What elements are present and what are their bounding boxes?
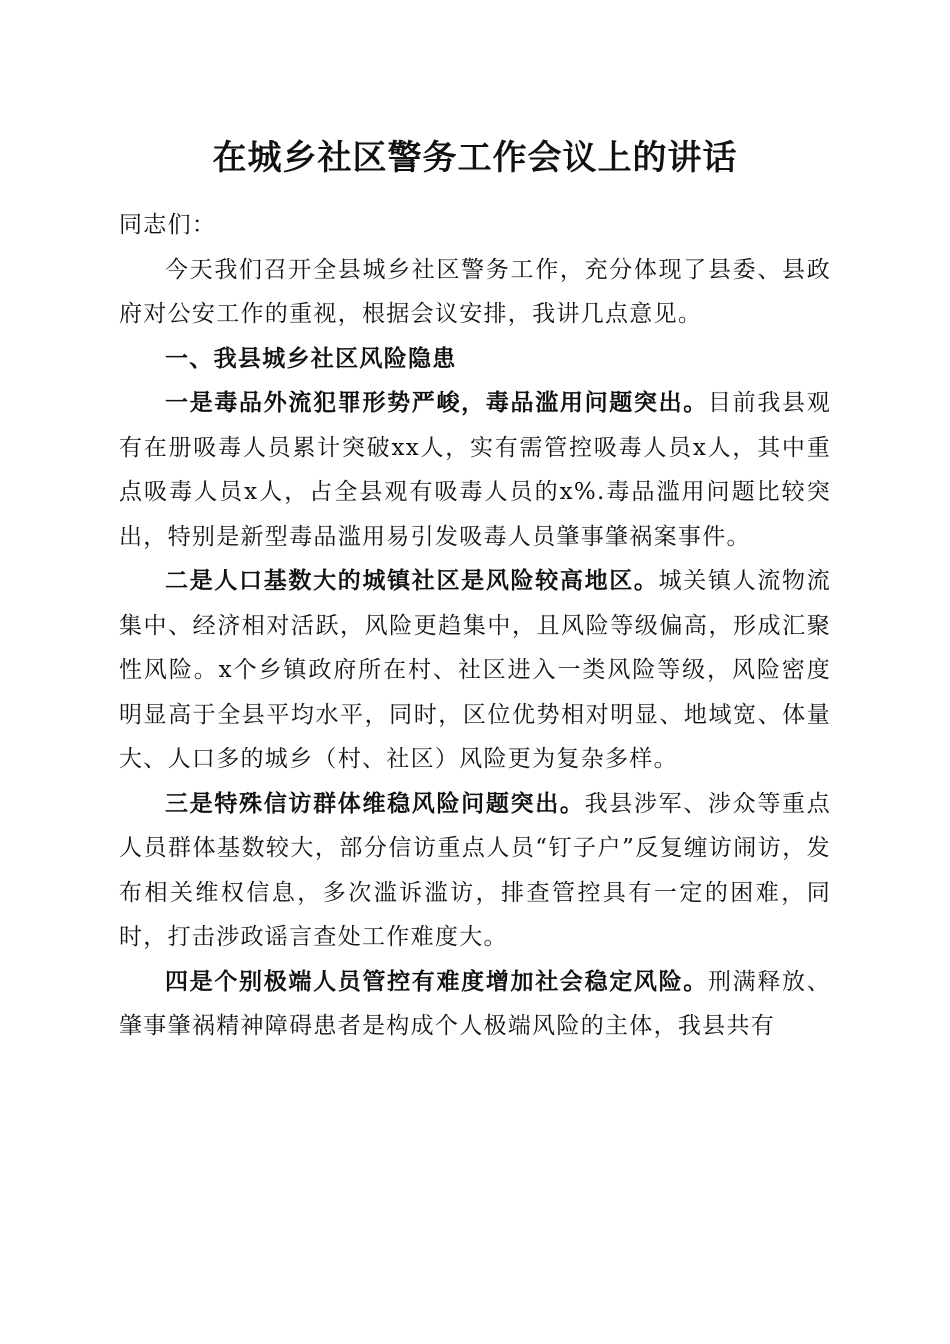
paragraph-lead: 四是个别极端人员管控有难度增加社会稳定风险。	[165, 967, 708, 995]
paragraph-lead: 三是特殊信访群体维稳风险问题突出。	[165, 789, 585, 817]
paragraph-lead: 二是人口基数大的城镇社区是风险较高地区。	[165, 567, 659, 594]
document-title: 在城乡社区警务工作会议上的讲话	[212, 138, 738, 178]
paragraph-text: 城关镇人流物流集中、经济相对活跃，风险更趋集中，且风险等级偏高，形成汇聚性风险。x个乡镇政府所在村、社区进入一类风险等级，风险密度明显高于全县平均水平，同时，区位优势相对明显、地域宽、体量大、人口多的城乡（村、社区）风险更为复杂多样。	[119, 568, 831, 772]
paragraph-item-4	[119, 960, 831, 1049]
salutation: 同志们：	[119, 212, 217, 238]
paragraph-item-2	[119, 559, 831, 782]
paragraph-text: 刑满释放、肇事肇祸精神障碍患者是构成个人极端风险的主体，我县共有	[119, 968, 831, 1039]
paragraph-lead: 一是毒品外流犯罪形势严峻，毒品滥用问题突出。	[165, 389, 708, 416]
paragraph-text: 目前我县观有在册吸毒人员累计突破xx人，实有需管控吸毒人员x人，其中重点吸毒人员x人，占全县观有吸毒人员的x%.毒品滥用问题比较突出，特别是新型毒品滥用易引发吸毒人员肇事肇祸案事件。	[119, 390, 831, 550]
paragraph-item-1	[119, 381, 831, 559]
section-heading: 一、我县城乡社区风险隐患	[165, 345, 457, 372]
intro-paragraph: 今天我们召开全县城乡社区警务工作，充分体现了县委、县政府对公安工作的重视，根据会议安排，我讲几点意见。	[119, 256, 831, 327]
document-body	[119, 203, 831, 1049]
paragraph-item-3	[119, 782, 831, 960]
paragraph-text: 我县涉军、涉众等重点人员群体基数较大，部分信访重点人员“钉子户”反复缠访闹访，发布相关维权信息，多次滥诉滥访，排查管控具有一定的困难，同时，打击涉政谣言查处工作难度大。	[119, 790, 832, 950]
